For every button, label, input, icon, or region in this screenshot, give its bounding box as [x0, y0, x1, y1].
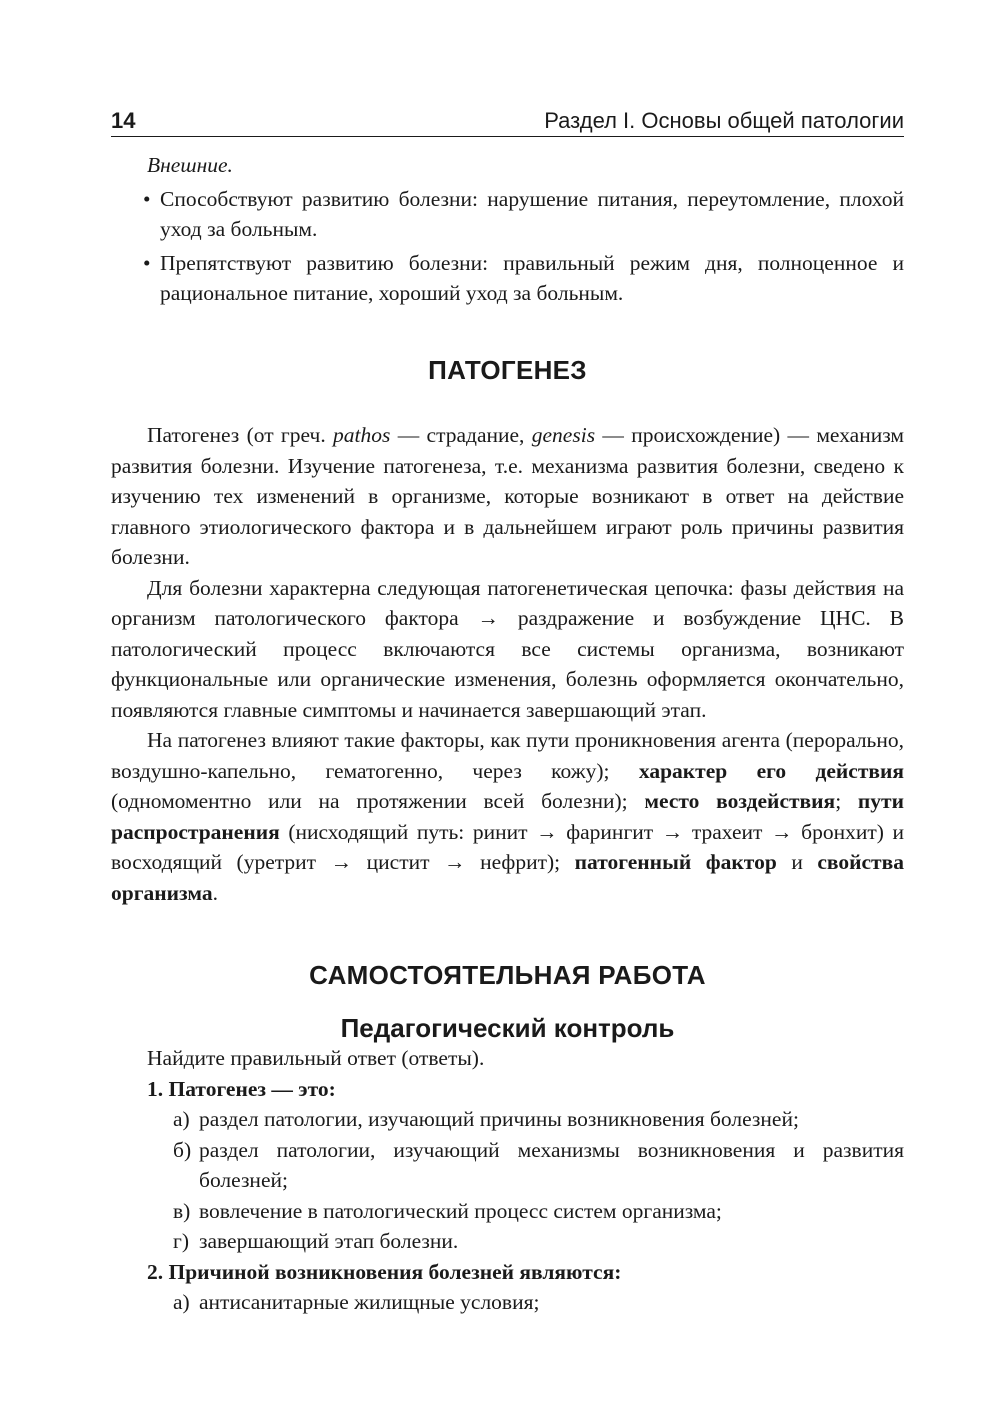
answer-option: а) антисанитарные жилищные условия;: [173, 1290, 540, 1314]
page-body: [111, 150, 904, 1318]
external-factors-list: [111, 184, 904, 309]
pathogenetic-chain-paragraph: Для болезни характерна следующая патогенетическая цепочка: фазы действия на организм патологического фактора → раздражение и возбуждение ЦНС. В патологический процесс включаются все системы организма, возникают функциональные или органические изменения, болезнь оформляется окончательно, появляются главные симптомы и начинается завершающий этап.: [111, 575, 904, 722]
running-title: Раздел I. Основы общей патологии: [544, 108, 904, 133]
page-header: [111, 104, 904, 134]
external-factors-label: Внешние.: [147, 153, 233, 177]
question-2-title: 2. Причиной возникновения болезней являются:: [147, 1259, 622, 1284]
test-instruction: Найдите правильный ответ (ответы).: [147, 1046, 485, 1070]
answer-option: б) раздел патологии, изучающий механизмы возникновения и развития болезней;: [173, 1137, 904, 1192]
list-item: • Препятствуют развитию болезни: правильный режим дня, полноценное и рациональное питание, хороший уход за больным.: [111, 248, 904, 309]
pathogenesis-definition-paragraph: Патогенез (от греч. pathos — страдание, genesis — происхождение) — механизм развития болезни. Изучение патогенеза, т.е. механизма развития болезни, сведено к изучению тех изменений в организме, которые возникают в ответ на действие главного этиологического фактора и в дальнейшем играют роль причины развития болезни.: [111, 423, 905, 569]
question-1-title: 1. Патогенез — это:: [147, 1076, 336, 1101]
section-title-pathogenesis: ПАТОГЕНЕЗ: [428, 354, 587, 385]
answer-option: а) раздел патологии, изучающий причины возникновения болезней;: [173, 1107, 799, 1131]
page-number: 14: [111, 108, 136, 133]
answer-option: в) вовлечение в патологический процесс систем организма;: [173, 1198, 722, 1223]
list-item: • Способствуют развитию болезни: нарушение питания, переутомление, плохой уход за больным.: [111, 184, 904, 245]
answer-option: г) завершающий этап болезни.: [173, 1229, 459, 1253]
section-title-independent-work: САМОСТОЯТЕЛЬНАЯ РАБОТА: [309, 960, 706, 990]
header-divider: [111, 136, 904, 137]
subsection-title-pedagogical-control: Педагогический контроль: [340, 1012, 675, 1043]
pathogenesis-factors-paragraph: На патогенез влияют такие факторы, как пути проникновения агента (перорально, воздушно-капельно, гематогенно, через кожу); характер его действия (одномоментно или на протяжении всей болезни); место воздействия; пути распространения (нисходящий путь: ринит → фарингит → трахеит → бронхит) и восходящий (уретрит → цистит → нефрит); патогенный фактор и свойства организма.: [111, 728, 905, 905]
